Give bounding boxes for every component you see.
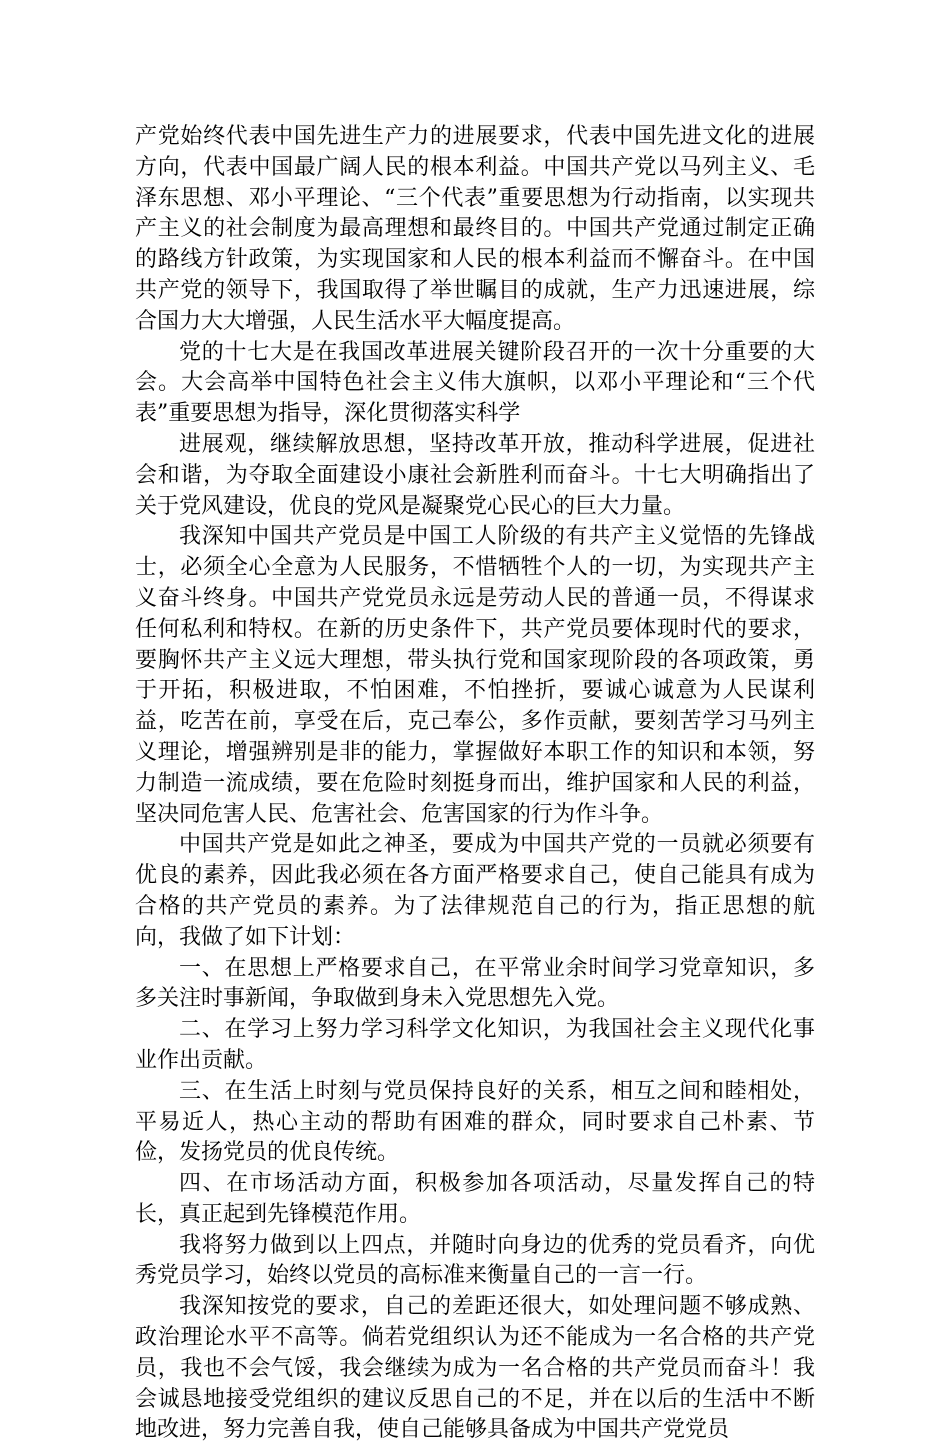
paragraph-seventeenth-congress: 党的十七大是在我国改革进展关键阶段召开的一次十分重要的大会。大会高举中国特色社会主义伟大旗帜，以邓小平理论和“三个代表”重要思想为指导，深化贯彻落实科学 (135, 339, 815, 427)
paragraph-commitment: 我将努力做到以上四点，并随时向身边的优秀的党员看齐，向优秀党员学习，始终以党员的高标准来衡量自己的一言一行。 (135, 1232, 815, 1289)
paragraph-continuation: 产党始终代表中国先进生产力的进展要求，代表中国先进文化的进展方向，代表中国最广阔人民的根本利益。中国共产党以马列主义、毛泽东思想、邓小平理论、“三个代表”重要思想为行动指南，以实现共产主义的社会制度为最高理想和最终目的。中国共产党通过制定正确的路线方针政策，为实现国家和人民的根本利益而不懈奋斗。在中国共产党的领导下，我国取得了举世瞩目的成就，生产力迅速进展，综合国力大大增强，人民生活水平大幅度提高。 (135, 124, 815, 334)
paragraph-party-member-duties: 我深知中国共产党员是中国工人阶级的有共产主义觉悟的先锋战士，必须全心全意为人民服务，不惜牺牲个人的一切，为实现共产主义奋斗终身。中国共产党党员永远是劳动人民的普通一员，不得谋求任何私利和特权。在新的历史条件下，共产党员要体现时代的要求，要胸怀共产主义远大理想，带头执行党和国家现阶段的各项政策，勇于开拓，积极进取，不怕困难，不怕挫折，要诚心诚意为人民谋利益，吃苦在前，享受在后，克己奉公，多作贡献，要刻苦学习马列主义理论，增强辨别是非的能力，掌握做好本职工作的知识和本领，努力制造一流成绩，要在危险时刻挺身而出，维护国家和人民的利益，坚决同危害人民、危害社会、危害国家的行为作斗争。 (135, 524, 815, 827)
paragraph-plan-item-2: 二、在学习上努力学习科学文化知识，为我国社会主义现代化事业作出贡献。 (135, 1017, 815, 1073)
paragraph-plan-intro: 中国共产党是如此之神圣，要成为中国共产党的一员就必须要有优良的素养，因此我必须在各方面严格要求自己，使自己能具有成为合格的共产党员的素养。为了法律规范自己的行为，指正思想的航向，我做了如下计划： (135, 832, 815, 950)
paragraph-plan-item-1: 一、在思想上严格要求自己，在平常业余时间学习党章知识，多多关注时事新闻，争取做到身未入党思想先入党。 (135, 955, 815, 1012)
paragraph-self-reflection: 我深知按党的要求，自己的差距还很大，如处理问题不够成熟、政治理论水平不高等。倘若党组织认为还不能成为一名合格的共产党员，我也不会气馁，我会继续为成为一名合格的共产党员而奋斗！我会诚恳地接受党组织的建议反思自己的不足，并在以后的生活中不断地改进，努力完善自我，使自己能够具备成为中国共产党党员 (135, 1294, 815, 1443)
paragraph-development-view: 进展观，继续解放思想，坚持改革开放，推动科学进展，促进社会和谐，为夺取全面建设小康社会新胜利而奋斗。十七大明确指出了关于党风建设，优良的党风是凝聚党心民心的巨大力量。 (135, 431, 815, 519)
document-body (135, 122, 815, 1446)
paragraph-plan-item-3: 三、在生活上时刻与党员保持良好的关系，相互之间和睦相处，平易近人，热心主动的帮助有困难的群众，同时要求自己朴素、节俭，发扬党员的优良传统。 (135, 1078, 815, 1166)
paragraph-plan-item-4: 四、在市场活动方面，积极参加各项活动，尽量发挥自己的特长，真正起到先锋模范作用。 (135, 1171, 815, 1227)
